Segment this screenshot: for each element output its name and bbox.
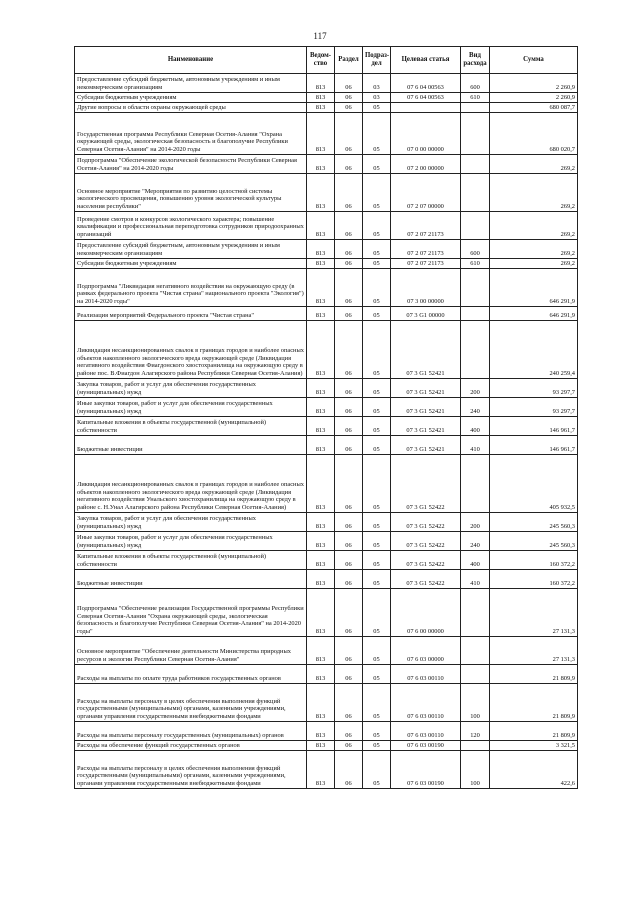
cell-sum: 269,2: [490, 259, 578, 269]
cell-sum: 680 087,7: [490, 103, 578, 113]
cell-name: Другие вопросы в области охраны окружающей среды: [75, 103, 307, 113]
cell-sum: 405 932,5: [490, 455, 578, 513]
cell-podrazdel: 05: [363, 240, 391, 259]
table-row: [75, 532, 578, 551]
header-vid: Вид расхода: [461, 47, 490, 74]
cell-name: Капитальные вложения в объекты государственной (муниципальной) собственности: [75, 551, 307, 570]
header-podrazdel: Подраз-дел: [363, 47, 391, 74]
cell-name: Подпрограмма "Обеспечение экологической безопасности Республики Северная Осетия-Алания" на 2014-2020 годы: [75, 155, 307, 174]
cell-name: Закупка товаров, работ и услуг для обеспечения государственных (муниципальных) нужд: [75, 513, 307, 532]
cell-razdel: 06: [335, 103, 363, 113]
cell-sum: 2 260,9: [490, 93, 578, 103]
cell-ved: 813: [307, 269, 335, 307]
cell-name: Расходы на выплаты персоналу в целях обеспечения выполнения функций государственными (муниципальными) органами, казенными учреждениями, органами управления государственными внебюджетными фондами: [75, 751, 307, 789]
cell-target: 07 3 G1 52422: [391, 455, 461, 513]
page-number: 117: [313, 31, 327, 41]
cell-name: Иные закупки товаров, работ и услуг для обеспечения государственных (муниципальных) нужд: [75, 532, 307, 551]
cell-target: 07 3 G1 52421: [391, 436, 461, 455]
cell-target: 07 6 03 00190: [391, 741, 461, 751]
cell-podrazdel: 05: [363, 532, 391, 551]
cell-target: 07 3 G1 52422: [391, 532, 461, 551]
cell-target: 07 3 G1 52422: [391, 570, 461, 589]
cell-sum: 646 291,9: [490, 307, 578, 321]
cell-sum: 27 131,3: [490, 637, 578, 665]
cell-vid: [461, 174, 490, 212]
cell-razdel: 06: [335, 307, 363, 321]
cell-target: 07 3 G1 52421: [391, 321, 461, 379]
cell-ved: 813: [307, 722, 335, 741]
cell-vid: 600: [461, 240, 490, 259]
table-row: [75, 259, 578, 269]
cell-name: Расходы на обеспечение функций государственных органов: [75, 741, 307, 751]
cell-target: [391, 103, 461, 113]
cell-sum: 240 259,4: [490, 321, 578, 379]
cell-sum: 245 560,3: [490, 513, 578, 532]
cell-vid: 240: [461, 398, 490, 417]
cell-ved: 813: [307, 155, 335, 174]
cell-ved: 813: [307, 113, 335, 155]
cell-vid: [461, 103, 490, 113]
cell-razdel: 06: [335, 174, 363, 212]
cell-sum: 146 961,7: [490, 417, 578, 436]
cell-name: Основное мероприятие "Мероприятия по развитию целостной системы экологического просвещения, повышению уровня экологической культуры населения республики": [75, 174, 307, 212]
cell-vid: 100: [461, 751, 490, 789]
cell-vid: [461, 455, 490, 513]
table-row: [75, 307, 578, 321]
cell-ved: 813: [307, 551, 335, 570]
cell-name: Государственная программа Республики Северная Осетия-Алания "Охрана окружающей среды, экологическая безопасность и благополучие Республики Северная Осетия-Алания" на 2014-2020 годы: [75, 113, 307, 155]
cell-target: 07 0 00 00000: [391, 113, 461, 155]
cell-razdel: 06: [335, 93, 363, 103]
cell-razdel: 06: [335, 113, 363, 155]
cell-target: 07 3 G1 52421: [391, 379, 461, 398]
cell-target: 07 6 03 00110: [391, 722, 461, 741]
cell-target: 07 3 G1 52422: [391, 551, 461, 570]
cell-podrazdel: 05: [363, 174, 391, 212]
cell-razdel: 06: [335, 321, 363, 379]
cell-podrazdel: 05: [363, 269, 391, 307]
cell-razdel: 06: [335, 722, 363, 741]
cell-vid: 200: [461, 379, 490, 398]
cell-vid: [461, 665, 490, 684]
cell-target: 07 3 G1 52422: [391, 513, 461, 532]
cell-name: Бюджетные инвестиции: [75, 436, 307, 455]
table-row: [75, 741, 578, 751]
cell-razdel: 06: [335, 155, 363, 174]
cell-target: 07 6 00 00000: [391, 589, 461, 637]
cell-vid: [461, 113, 490, 155]
cell-sum: 146 961,7: [490, 436, 578, 455]
cell-sum: 160 372,2: [490, 570, 578, 589]
table-row: [75, 379, 578, 398]
cell-sum: 160 372,2: [490, 551, 578, 570]
cell-target: 07 2 00 00000: [391, 155, 461, 174]
table-row: [75, 417, 578, 436]
cell-razdel: 06: [335, 398, 363, 417]
cell-vid: [461, 269, 490, 307]
cell-target: 07 6 03 00110: [391, 665, 461, 684]
cell-podrazdel: 05: [363, 259, 391, 269]
table-row: [75, 321, 578, 379]
cell-name: Ликвидация несанкционированных свалок в границах городов и наиболее опасных объектов накопленного экологического вреда окружающей среде (Ликвидация негативного воздействия Унальского хвостохранилища на окружающую среду в районе с. Н.Унал Алагирского района Республики Северная Осетия-Алания): [75, 455, 307, 513]
cell-name: Реализация мероприятий Федерального проекта "Чистая страна": [75, 307, 307, 321]
table-row: [75, 589, 578, 637]
cell-razdel: 06: [335, 570, 363, 589]
table-row: [75, 551, 578, 570]
cell-sum: 422,6: [490, 751, 578, 789]
cell-podrazdel: 05: [363, 321, 391, 379]
cell-vid: [461, 637, 490, 665]
cell-sum: 269,2: [490, 212, 578, 240]
cell-sum: 21 809,9: [490, 722, 578, 741]
cell-razdel: 06: [335, 269, 363, 307]
cell-sum: 27 131,3: [490, 589, 578, 637]
cell-vid: 410: [461, 436, 490, 455]
cell-ved: 813: [307, 589, 335, 637]
table-row: [75, 93, 578, 103]
cell-target: 07 3 G1 00000: [391, 307, 461, 321]
cell-name: Капитальные вложения в объекты государственной (муниципальной) собственности: [75, 417, 307, 436]
cell-podrazdel: 05: [363, 436, 391, 455]
cell-podrazdel: 05: [363, 684, 391, 722]
cell-ved: 813: [307, 240, 335, 259]
cell-name: Предоставление субсидий бюджетным, автономным учреждениям и иным некоммерческим организациям: [75, 74, 307, 93]
cell-razdel: 06: [335, 532, 363, 551]
cell-name: Иные закупки товаров, работ и услуг для обеспечения государственных (муниципальных) нужд: [75, 398, 307, 417]
cell-sum: 245 560,3: [490, 532, 578, 551]
cell-ved: 813: [307, 307, 335, 321]
cell-vid: [461, 155, 490, 174]
cell-podrazdel: 03: [363, 93, 391, 103]
table-row: [75, 269, 578, 307]
cell-razdel: 06: [335, 379, 363, 398]
cell-podrazdel: 05: [363, 307, 391, 321]
table-header-row: [75, 47, 578, 74]
cell-target: 07 3 00 00000: [391, 269, 461, 307]
cell-ved: 813: [307, 74, 335, 93]
table-body: [75, 74, 578, 789]
cell-razdel: 06: [335, 665, 363, 684]
cell-ved: 813: [307, 436, 335, 455]
cell-name: Субсидии бюджетным учреждениям: [75, 93, 307, 103]
table-row: [75, 722, 578, 741]
cell-ved: 813: [307, 174, 335, 212]
cell-name: Подпрограмма "Ликвидация негативного воздействия на окружающую среду (в рамках федерального проекта "Чистая страна" национального проекта "Экология") на 2014-2020 годы": [75, 269, 307, 307]
cell-name: Бюджетные инвестиции: [75, 570, 307, 589]
cell-razdel: 06: [335, 551, 363, 570]
cell-vid: 400: [461, 551, 490, 570]
cell-sum: 21 809,9: [490, 665, 578, 684]
cell-ved: 813: [307, 684, 335, 722]
cell-target: 07 6 04 00563: [391, 74, 461, 93]
cell-ved: 813: [307, 751, 335, 789]
cell-ved: 813: [307, 321, 335, 379]
cell-razdel: 06: [335, 637, 363, 665]
cell-ved: 813: [307, 212, 335, 240]
cell-ved: 813: [307, 379, 335, 398]
cell-podrazdel: 05: [363, 212, 391, 240]
cell-vid: [461, 321, 490, 379]
cell-razdel: 06: [335, 436, 363, 455]
cell-vid: 240: [461, 532, 490, 551]
cell-razdel: 06: [335, 455, 363, 513]
cell-razdel: 06: [335, 684, 363, 722]
cell-vid: [461, 589, 490, 637]
table-row: [75, 637, 578, 665]
cell-ved: 813: [307, 570, 335, 589]
table-row: [75, 455, 578, 513]
cell-vid: 400: [461, 417, 490, 436]
cell-razdel: 06: [335, 589, 363, 637]
table-row: [75, 436, 578, 455]
cell-razdel: 06: [335, 751, 363, 789]
cell-name: Подпрограмма "Обеспечение реализации Государственной программы Республики Северная Осетия-Алания "Охрана окружающей среды, экологическая безопасность и благополучие Республики Северная Осетия-Алания" на 2014-2020 годы": [75, 589, 307, 637]
cell-name: Субсидии бюджетным учреждениям: [75, 259, 307, 269]
cell-vid: [461, 307, 490, 321]
cell-podrazdel: 05: [363, 398, 391, 417]
cell-target: 07 6 04 00563: [391, 93, 461, 103]
header-name: Наименование: [75, 47, 307, 74]
cell-vid: [461, 741, 490, 751]
budget-table: [74, 46, 578, 789]
table-row: [75, 103, 578, 113]
cell-name: Предоставление субсидий бюджетным, автономным учреждениям и иным некоммерческим организациям: [75, 240, 307, 259]
cell-podrazdel: 05: [363, 722, 391, 741]
cell-razdel: 06: [335, 240, 363, 259]
table-row: [75, 684, 578, 722]
table-row: [75, 113, 578, 155]
cell-name: Ликвидация несанкционированных свалок в границах городов и наиболее опасных объектов накопленного экологического вреда окружающей среде (Ликвидация негативного воздействия Фиагдонского хвостохранилища на окружающую среду в районе пос. В.Фиагдон Алагирского района Республики Северная Осетия-Алания): [75, 321, 307, 379]
cell-razdel: 06: [335, 259, 363, 269]
cell-podrazdel: 05: [363, 417, 391, 436]
cell-target: 07 2 07 21173: [391, 240, 461, 259]
cell-ved: 813: [307, 665, 335, 684]
cell-podrazdel: 05: [363, 379, 391, 398]
cell-ved: 813: [307, 637, 335, 665]
cell-sum: 269,2: [490, 174, 578, 212]
cell-podrazdel: 05: [363, 665, 391, 684]
cell-ved: 813: [307, 741, 335, 751]
cell-target: 07 3 G1 52421: [391, 398, 461, 417]
cell-podrazdel: 05: [363, 155, 391, 174]
cell-sum: 3 321,5: [490, 741, 578, 751]
cell-podrazdel: 05: [363, 751, 391, 789]
cell-podrazdel: 03: [363, 74, 391, 93]
cell-podrazdel: 05: [363, 589, 391, 637]
cell-ved: 813: [307, 417, 335, 436]
cell-sum: 93 297,7: [490, 398, 578, 417]
cell-podrazdel: 05: [363, 551, 391, 570]
cell-vid: 200: [461, 513, 490, 532]
cell-sum: 646 291,9: [490, 269, 578, 307]
cell-name: Расходы на выплаты по оплате труда работников государственных органов: [75, 665, 307, 684]
header-razdel: Раздел: [335, 47, 363, 74]
cell-podrazdel: 05: [363, 637, 391, 665]
cell-target: 07 2 07 21173: [391, 212, 461, 240]
table-row: [75, 398, 578, 417]
cell-sum: 2 260,9: [490, 74, 578, 93]
header-target: Целевая статья: [391, 47, 461, 74]
cell-name: Расходы на выплаты персоналу государственных (муниципальных) органов: [75, 722, 307, 741]
cell-ved: 813: [307, 259, 335, 269]
table-row: [75, 174, 578, 212]
cell-podrazdel: 05: [363, 570, 391, 589]
cell-vid: 410: [461, 570, 490, 589]
cell-podrazdel: 05: [363, 513, 391, 532]
table-row: [75, 155, 578, 174]
cell-vid: [461, 212, 490, 240]
table-row: [75, 513, 578, 532]
cell-target: 07 2 07 21173: [391, 259, 461, 269]
table-row: [75, 751, 578, 789]
cell-podrazdel: 05: [363, 455, 391, 513]
cell-razdel: 06: [335, 513, 363, 532]
cell-name: Проведение смотров и конкурсов экологического характера; повышение квалификации и профессиональная переподготовка сотрудников природоохранных организаций: [75, 212, 307, 240]
cell-razdel: 06: [335, 741, 363, 751]
cell-name: Закупка товаров, работ и услуг для обеспечения государственных (муниципальных) нужд: [75, 379, 307, 398]
header-ved: Ведом-ство: [307, 47, 335, 74]
cell-vid: 610: [461, 93, 490, 103]
cell-name: Основное мероприятие "Обеспечение деятельности Министерства природных ресурсов и экологии Республики Северная Осетия-Алания": [75, 637, 307, 665]
cell-vid: 600: [461, 74, 490, 93]
cell-ved: 813: [307, 398, 335, 417]
cell-ved: 813: [307, 532, 335, 551]
cell-vid: 610: [461, 259, 490, 269]
cell-razdel: 06: [335, 74, 363, 93]
table-row: [75, 570, 578, 589]
cell-name: Расходы на выплаты персоналу в целях обеспечения выполнения функций государственными (муниципальными) органами, казенными учреждениями, органами управления государственными внебюджетными фондами: [75, 684, 307, 722]
cell-sum: 21 809,9: [490, 684, 578, 722]
table-row: [75, 665, 578, 684]
cell-target: 07 3 G1 52421: [391, 417, 461, 436]
cell-target: 07 6 03 00000: [391, 637, 461, 665]
cell-podrazdel: 05: [363, 103, 391, 113]
cell-sum: 269,2: [490, 155, 578, 174]
cell-target: 07 2 07 00000: [391, 174, 461, 212]
cell-sum: 680 020,7: [490, 113, 578, 155]
cell-sum: 93 297,7: [490, 379, 578, 398]
header-sum: Сумма: [490, 47, 578, 74]
table-row: [75, 212, 578, 240]
cell-target: 07 6 03 00110: [391, 684, 461, 722]
cell-razdel: 06: [335, 417, 363, 436]
cell-razdel: 06: [335, 212, 363, 240]
cell-podrazdel: 05: [363, 741, 391, 751]
table-row: [75, 240, 578, 259]
cell-ved: 813: [307, 93, 335, 103]
cell-vid: 100: [461, 684, 490, 722]
cell-vid: 120: [461, 722, 490, 741]
cell-target: 07 6 03 00190: [391, 751, 461, 789]
cell-ved: 813: [307, 513, 335, 532]
cell-podrazdel: 05: [363, 113, 391, 155]
cell-ved: 813: [307, 455, 335, 513]
cell-sum: 269,2: [490, 240, 578, 259]
cell-ved: 813: [307, 103, 335, 113]
table-row: [75, 74, 578, 93]
